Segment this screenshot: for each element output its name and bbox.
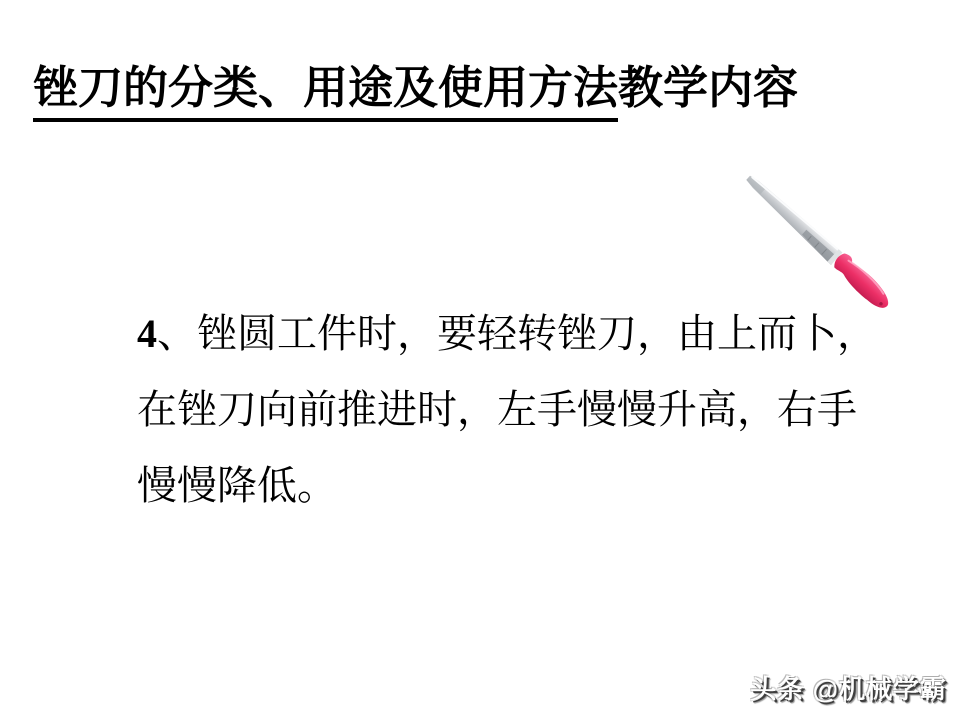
item-number: 4: [137, 311, 157, 356]
title-underlined-text: 锉刀的分类、用途及使用方法: [33, 61, 618, 122]
body-line-1-text: 、锉圆工件时，要轻转锉刀，由上而卜，: [157, 311, 877, 357]
watermark: 头条 @机械学霸: [750, 674, 947, 704]
body-line-2: 在锉刀向前推进时，左手慢慢升高，右手: [137, 387, 857, 433]
body-line-3: 慢慢降低。: [137, 463, 337, 509]
body-line-1: [137, 296, 877, 372]
body-text: [137, 296, 877, 524]
title-plain-text: 教学内容: [618, 61, 799, 114]
slide-title: [33, 58, 798, 118]
